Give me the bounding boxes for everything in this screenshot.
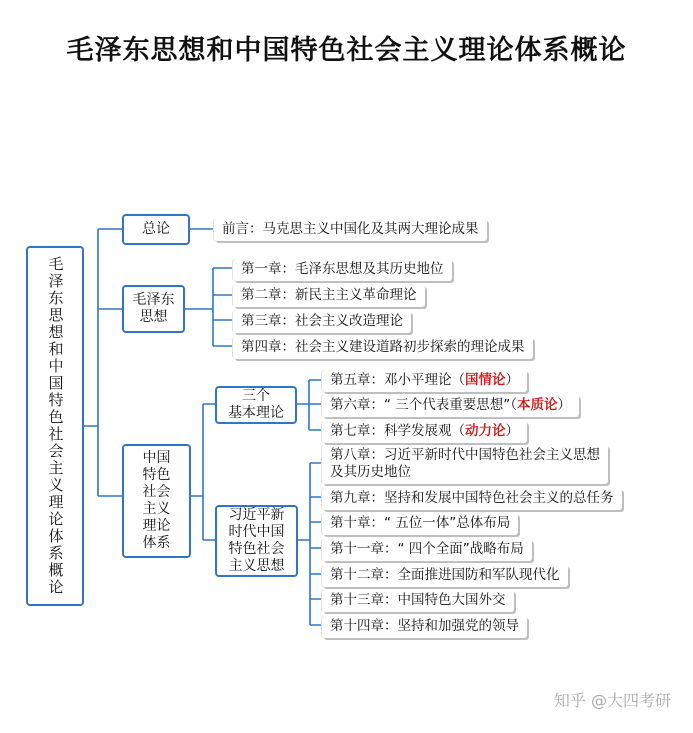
china-box bbox=[122, 444, 191, 558]
intro-box bbox=[122, 214, 190, 245]
chapter-5-tag: 国情论 bbox=[465, 372, 506, 388]
china-label: 中国 特色 社会 主义 理论 体系 bbox=[142, 450, 171, 551]
chapter-3: 第三章：社会主义改造理论 bbox=[233, 311, 411, 333]
xi-thought-box bbox=[215, 505, 298, 577]
intro-item: 前言：马克思主义中国化及其两大理论成果 bbox=[214, 219, 487, 241]
mao-box bbox=[122, 285, 185, 333]
three-theories-label: 三个 基本理论 bbox=[228, 388, 284, 421]
chapter-7 bbox=[322, 421, 527, 443]
chapter-11: 第十一章：“ 四个全面”战略布局 bbox=[322, 539, 532, 561]
xi-thought-label: 习近平新 时代中国 特色社会 主义思想 bbox=[228, 507, 285, 574]
root-box bbox=[26, 246, 84, 606]
chapter-13: 第十三章：中国特色大国外交 bbox=[322, 590, 514, 612]
chapter-12: 第十二章：全面推进国防和军队现代化 bbox=[322, 565, 568, 587]
chapter-6-text: 第六章：“ 三个代表重要思想”（ bbox=[330, 397, 518, 413]
chapter-10: 第十章：“ 五位一体”总体布局 bbox=[322, 513, 518, 535]
chapter-6 bbox=[322, 395, 579, 417]
chapter-7-tag: 动力论 bbox=[465, 423, 506, 439]
page-title: 毛泽东思想和中国特色社会主义理论体系概论 bbox=[66, 35, 627, 66]
chapter-6-end: ） bbox=[557, 397, 572, 413]
chapter-5 bbox=[322, 370, 527, 392]
mao-label: 毛泽东 思想 bbox=[132, 292, 175, 325]
root-label: 毛泽东思想和中国特色社会主义理论体系概论 bbox=[46, 256, 65, 596]
watermark: 知乎 @大四考研 bbox=[553, 691, 671, 710]
chapter-2: 第二章：新民主主义革命理论 bbox=[233, 285, 425, 307]
intro-label: 总论 bbox=[142, 221, 170, 237]
three-theories-box bbox=[215, 386, 297, 424]
chapter-7-text: 第七章：科学发展观（ bbox=[330, 423, 465, 439]
chapter-4: 第四章：社会主义建设道路初步探索的理论成果 bbox=[233, 337, 533, 359]
chapter-5-end: ） bbox=[505, 372, 519, 388]
chapter-1: 第一章：毛泽东思想及其历史地位 bbox=[233, 259, 452, 281]
chapter-8: 第八章：习近平新时代中国特色社会主义思想 及其历史地位 bbox=[322, 445, 608, 484]
chapter-5-text: 第五章：邓小平理论（ bbox=[330, 372, 465, 388]
chapter-14: 第十四章：坚持和加强党的领导 bbox=[322, 616, 527, 638]
chapter-7-end: ） bbox=[505, 423, 519, 439]
chapter-6-tag: 本质论 bbox=[517, 397, 558, 413]
chapter-9: 第九章：坚持和发展中国特色社会主义的总任务 bbox=[322, 488, 622, 510]
